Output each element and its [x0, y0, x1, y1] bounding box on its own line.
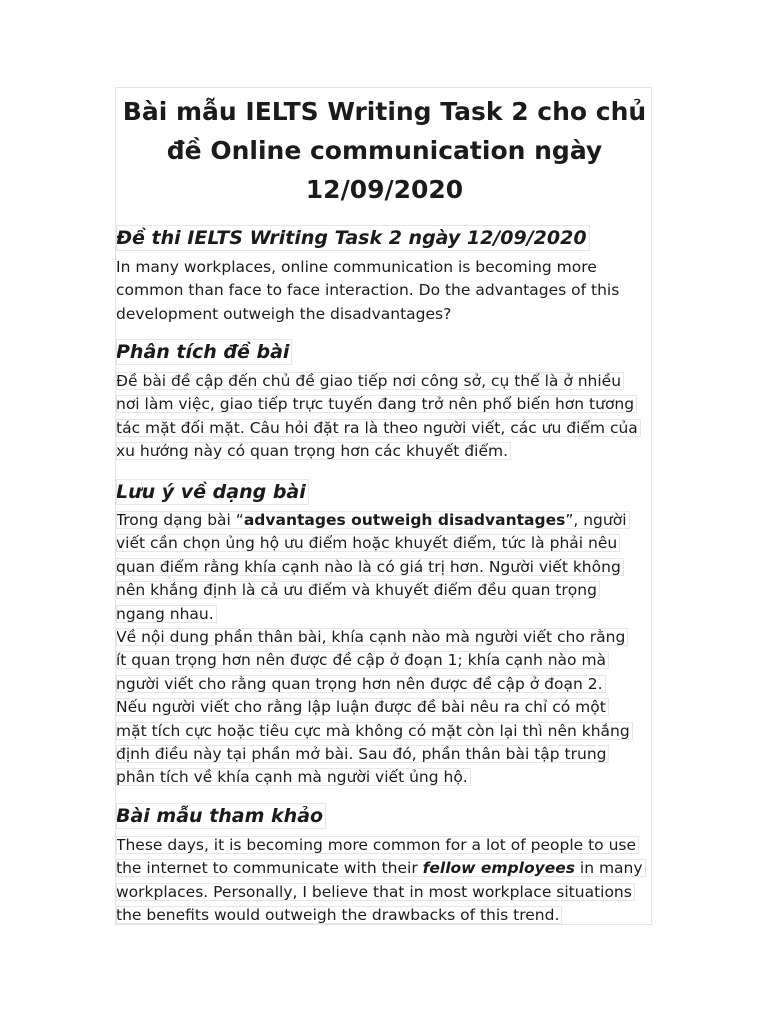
section-analysis-text: [116, 370, 641, 464]
section-heading-sample: Bài mẫu tham khảo: [116, 803, 326, 829]
text-line: Đề bài đề cập đến chủ đề giao tiếp nơi công sở, cụ thể là ở nhiều: [116, 372, 624, 390]
text-line: workplaces. Personally, I believe that in most workplace situations: [116, 883, 635, 901]
title-line: Bài mẫu IELTS Writing Task 2 cho chủ: [122, 97, 647, 126]
title-line: 12/09/2020: [305, 175, 464, 204]
page-title: [116, 92, 653, 209]
bold-phrase: advantages outweigh disadvantages: [243, 511, 566, 529]
text-line: ít quan trọng hơn nên được đề cập ở đoạn 1; khía cạnh nào mà: [116, 651, 609, 669]
text-line: Về nội dung phần thân bài, khía cạnh nào mà người viết cho rằng: [116, 628, 628, 646]
text-line: Nếu người viết cho rằng lập luận được đề bài nêu ra chỉ có một: [116, 698, 609, 716]
text-line: the benefits would outweigh the drawbacks of this trend.: [116, 906, 562, 924]
text-line: tác mặt đối mặt. Câu hỏi đặt ra là theo người viết, các ưu điểm của: [116, 419, 641, 437]
section-heading-notes: Lưu ý về dạng bài: [116, 479, 309, 505]
text-line: Trong dạng bài “advantages outweigh disadvantages”, người: [116, 511, 630, 529]
text-line: định điều này tại phần mở bài. Sau đó, phần thân bài tập trung: [116, 745, 609, 763]
text-line: the internet to communicate with their fellow employees in many: [116, 859, 646, 877]
text-line: common than face to face interaction. Do the advantages of this: [116, 281, 620, 300]
title-line: đề Online communication ngày: [166, 136, 603, 165]
section-heading-exam: Đề thi IELTS Writing Task 2 ngày 12/09/2020: [116, 225, 590, 251]
text-line: These days, it is becoming more common for a lot of people to use: [116, 836, 639, 854]
text-line: In many workplaces, online communication is becoming more: [116, 258, 597, 276]
text-line: nơi làm việc, giao tiếp trực tuyến đang trở nên phổ biến hơn tương: [116, 395, 637, 413]
text-line: development outweigh the disadvantages?: [116, 304, 452, 323]
text-line: nên khẳng định là cả ưu điểm và khuyết điểm đều quan trọng: [116, 581, 600, 599]
text-line: quan điểm rằng khía cạnh nào là có giá trị hơn. Người viết không: [116, 558, 624, 576]
bold-italic-phrase: fellow employees: [422, 859, 575, 878]
text-line: viết cần chọn ủng hộ ưu điểm hoặc khuyết điểm, tức là phải nêu: [116, 534, 620, 552]
text-line: ngang nhau.: [116, 605, 217, 623]
section-exam-text: [116, 256, 619, 326]
section-notes-text: [116, 509, 633, 790]
section-heading-analysis: Phân tích đề bài: [116, 339, 292, 365]
text-line: xu hướng này có quan trọng hơn các khuyết điểm.: [116, 442, 511, 460]
section-sample-text: [116, 834, 646, 928]
document-page: [115, 87, 652, 925]
text-line: người viết cho rằng quan trọng hơn nên được đề cập ở đoạn 2.: [116, 675, 606, 693]
text-line: mặt tích cực hoặc tiêu cực mà không có mặt còn lại thì nên khẳng: [116, 722, 633, 740]
text-line: phân tích về khía cạnh mà người viết ủng hộ.: [116, 768, 471, 786]
